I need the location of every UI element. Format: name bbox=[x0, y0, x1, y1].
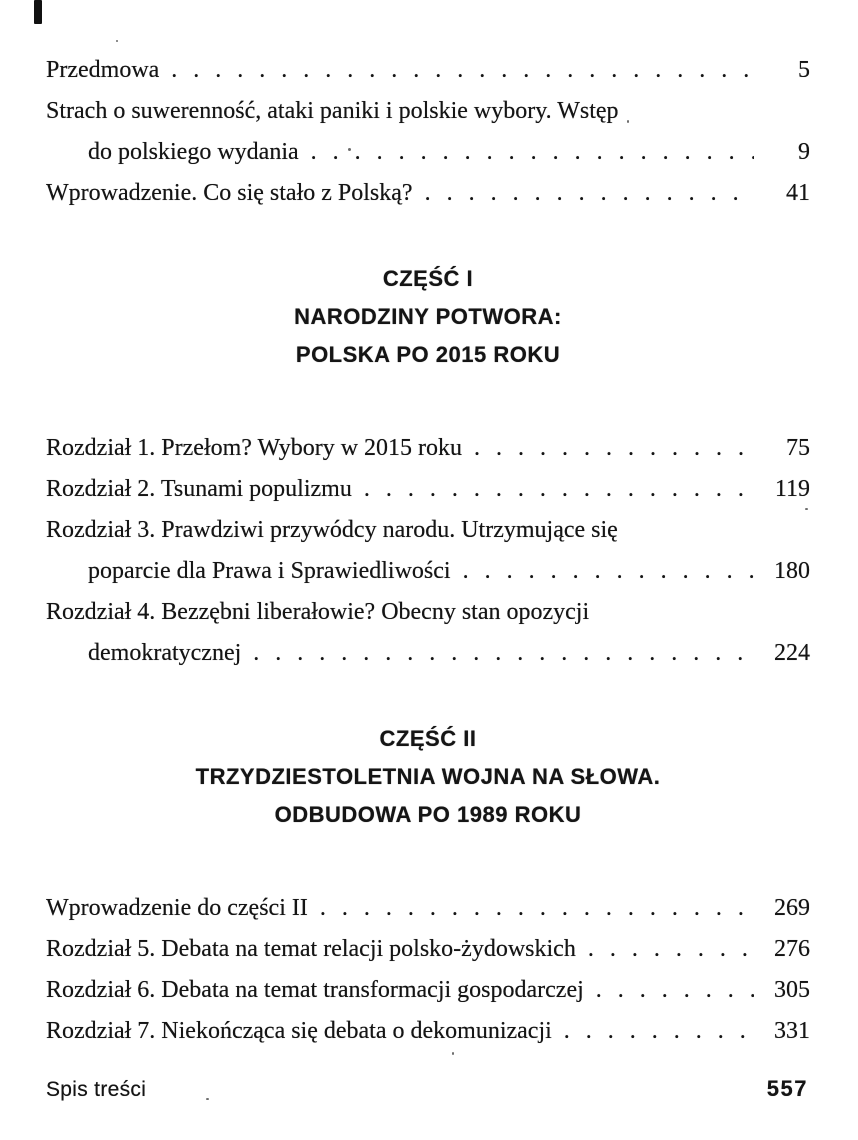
part-heading-line: TRZYDZIESTOLETNIA WOJNA NA SŁOWA. bbox=[195, 764, 661, 789]
scan-speck bbox=[805, 508, 808, 510]
toc-entry-page: 75 bbox=[786, 435, 810, 461]
toc-entry bbox=[46, 592, 810, 674]
toc-entry-title: Rozdział 7. Niekończąca się debata o dekomunizacji bbox=[46, 1018, 552, 1044]
part-entries bbox=[46, 888, 810, 1052]
toc-entry bbox=[46, 1011, 810, 1052]
toc-entry bbox=[46, 970, 810, 1011]
toc-entry-page: 305 bbox=[774, 977, 810, 1003]
scan-speck bbox=[627, 120, 629, 123]
toc-entry-page: 180 bbox=[774, 558, 810, 584]
toc-entry-title: Rozdział 3. Prawdziwi przywódcy narodu. Utrzymujące się bbox=[46, 517, 618, 543]
toc-entry-title: Rozdział 2. Tsunami populizmu bbox=[46, 476, 352, 502]
toc-entry-line bbox=[46, 173, 810, 214]
toc-entry-title: Wprowadzenie do części II bbox=[46, 895, 308, 921]
toc-entry-line bbox=[46, 633, 810, 674]
toc-entry-title: Strach o suwerenność, ataki paniki i polskie wybory. Wstęp bbox=[46, 98, 619, 124]
page-footer bbox=[46, 1076, 808, 1102]
dot-leader bbox=[564, 1011, 754, 1052]
toc-entry bbox=[46, 510, 810, 592]
toc-entry-title: Rozdział 1. Przełom? Wybory w 2015 roku bbox=[46, 435, 463, 461]
toc-entry-line bbox=[46, 469, 810, 510]
toc-entry-line bbox=[46, 888, 810, 929]
parts-container bbox=[46, 260, 810, 1052]
part-heading bbox=[46, 720, 810, 834]
toc-entry-line bbox=[46, 91, 810, 132]
part-heading bbox=[46, 260, 810, 374]
scan-speck bbox=[116, 40, 118, 42]
toc-entry bbox=[46, 469, 810, 510]
front-matter-entries bbox=[46, 50, 810, 214]
toc-entry-page: 5 bbox=[798, 57, 810, 83]
toc-entry-title: Rozdział 4. Bezzębni liberałowie? Obecny stan opozycji bbox=[46, 599, 590, 625]
toc-entry-line bbox=[46, 428, 810, 469]
part-heading-line: CZĘŚĆ II bbox=[379, 726, 477, 751]
part-heading-line: ODBUDOWA PO 1989 ROKU bbox=[274, 802, 582, 827]
toc-entry bbox=[46, 888, 810, 929]
toc-entry bbox=[46, 929, 810, 970]
toc-entry-line bbox=[46, 592, 810, 633]
toc-entry-title: Rozdział 5. Debata na temat relacji polsko-żydowskich bbox=[46, 936, 576, 962]
dot-leader bbox=[253, 633, 754, 674]
footer-section-label: Spis treści bbox=[46, 1078, 147, 1101]
part-heading-line: POLSKA PO 2015 ROKU bbox=[295, 342, 561, 367]
toc-entry-title: demokratycznej bbox=[88, 640, 242, 666]
toc-entry bbox=[46, 50, 810, 91]
toc-entry bbox=[46, 428, 810, 469]
toc-entry bbox=[46, 173, 810, 214]
toc-entry-page: 224 bbox=[774, 640, 810, 666]
toc-entry-page: 331 bbox=[774, 1018, 810, 1044]
toc-entry-line bbox=[46, 50, 810, 91]
part-heading-line: CZĘŚĆ I bbox=[382, 266, 474, 291]
toc-entry-title: do polskiego wydania bbox=[88, 139, 299, 165]
footer-page-number: 557 bbox=[766, 1076, 808, 1101]
scan-artifact-mark bbox=[34, 0, 42, 24]
toc-entry-line bbox=[46, 510, 810, 551]
toc-entry-line bbox=[46, 551, 810, 592]
toc-entry-page: 9 bbox=[798, 139, 810, 165]
scan-speck bbox=[348, 148, 351, 151]
toc-entry-page: 276 bbox=[774, 936, 810, 962]
dot-leader bbox=[474, 428, 754, 469]
dot-leader bbox=[463, 551, 754, 592]
dot-leader bbox=[364, 469, 754, 510]
dot-leader bbox=[311, 132, 754, 173]
toc-entry-line bbox=[46, 970, 810, 1011]
toc-entry-page: 119 bbox=[774, 476, 810, 502]
dot-leader bbox=[320, 888, 754, 929]
toc-entry bbox=[46, 91, 810, 173]
dot-leader bbox=[588, 929, 754, 970]
dot-leader bbox=[425, 173, 754, 214]
toc-entry-title: Wprowadzenie. Co się stało z Polską? bbox=[46, 180, 413, 206]
dot-leader bbox=[171, 50, 754, 91]
toc-entry-title: Przedmowa bbox=[46, 57, 160, 83]
part-heading-line: NARODZINY POTWORA: bbox=[294, 304, 562, 329]
toc-entry-line bbox=[46, 929, 810, 970]
part-entries bbox=[46, 428, 810, 674]
toc-entry-line bbox=[46, 1011, 810, 1052]
scan-speck bbox=[452, 1052, 454, 1055]
toc-entry-line bbox=[46, 132, 810, 173]
toc-entry-title: poparcie dla Prawa i Sprawiedliwości bbox=[88, 558, 451, 584]
toc-entry-page: 41 bbox=[786, 180, 810, 206]
dot-leader bbox=[596, 970, 754, 1011]
toc-entry-page: 269 bbox=[774, 895, 810, 921]
toc-entry-title: Rozdział 6. Debata na temat transformacji gospodarczej bbox=[46, 977, 584, 1003]
